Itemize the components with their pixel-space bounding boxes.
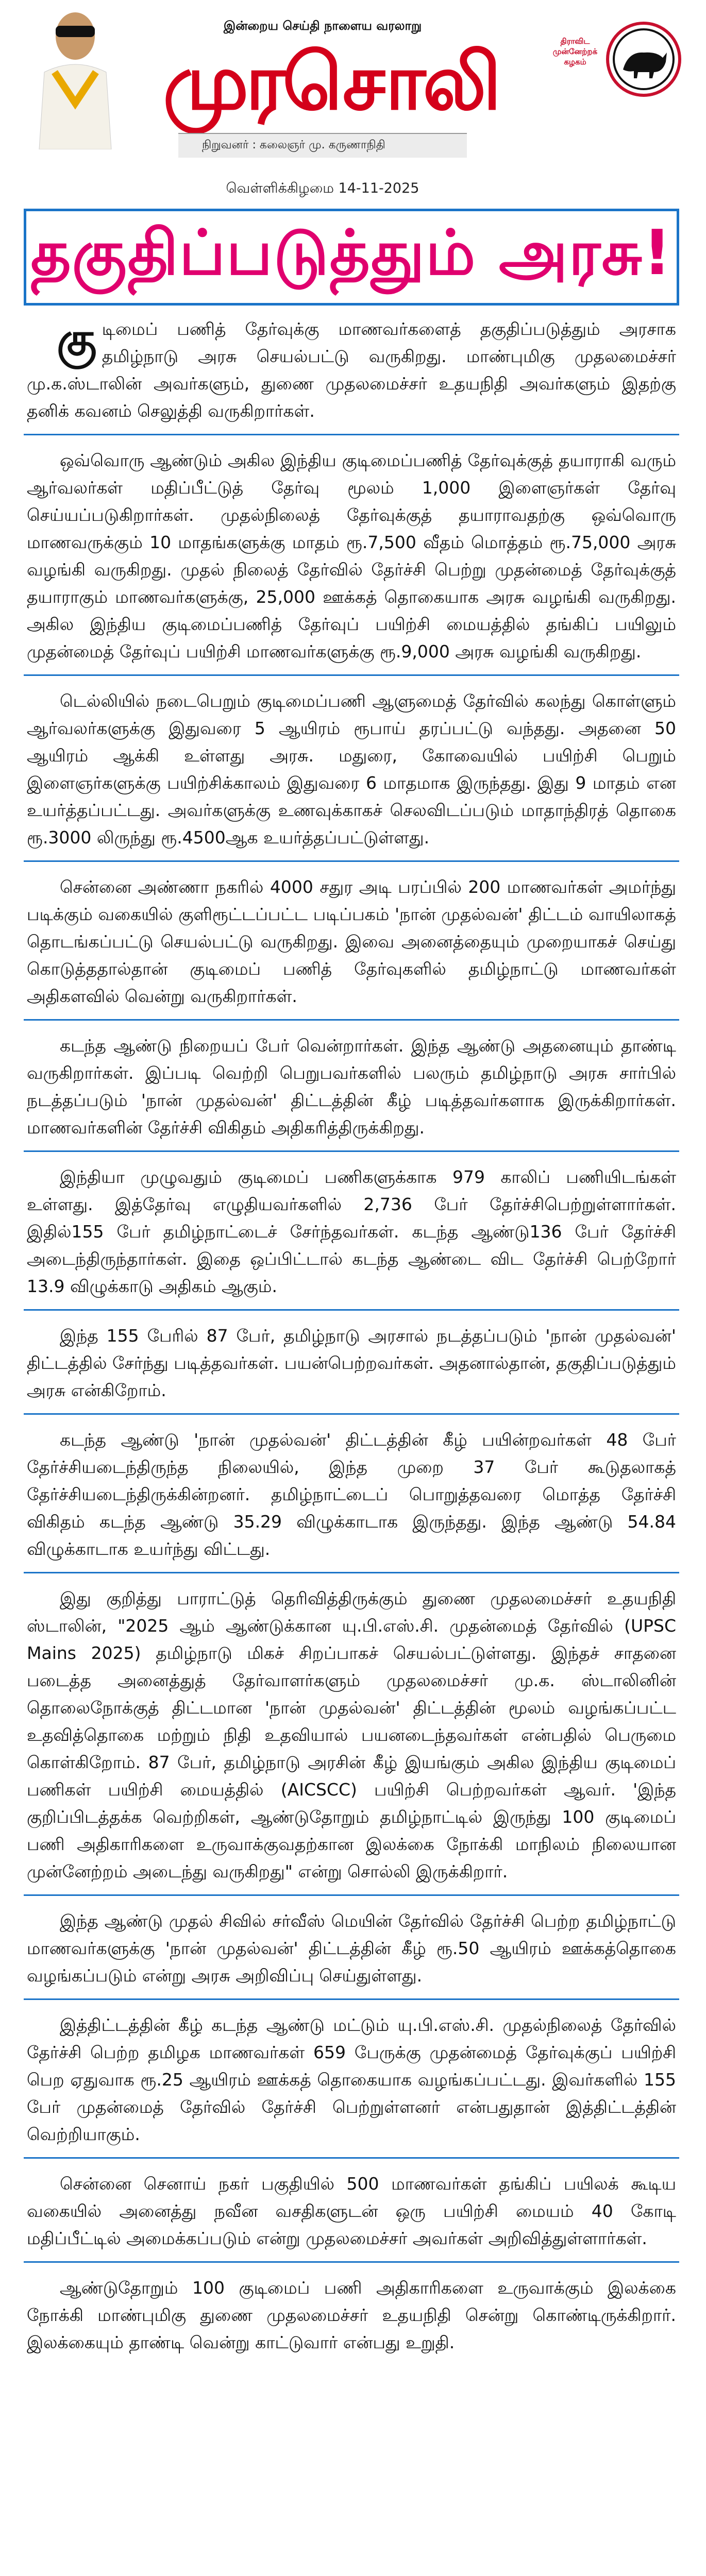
divider: [24, 1309, 679, 1311]
paragraph-9: இது குறித்து பாராட்டுத் தெரிவித்திருக்கும் துணை முதலமைச்சர் உதயநிதி ஸ்டாலின், "2025 ஆம் ஆண்டுக்கான யு.பி.எஸ்.சி. முதன்மைத் தேர்வில் (UPSC Mains 2025) தமிழ்நாடு மிகச் சிறப்பாகச் செயல்பட்டுள்ளது. இந்தச் சாதனை படைத்த அனைத்துத் தேர்வாளர்களும் முதலமைச்சர் மு.க. ஸ்டாலினின் தொலைநோக்குத் திட்டமான 'நான் முதல்வன்' திட்டத்தின் மூலம் வழங்கப்பட்ட உதவித்தொகை மற்றும் நிதி உதவியால் பயனடைந்தவர்கள் என்பதில் பெருமை கொள்கிறோம். 87 பேர், தமிழ்நாடு அரசின் கீழ் இயங்கும் அகில இந்திய குடிமைப் பணிகள் பயிற்சி மையத்தில் (AICSCC) பயிற்சி பெற்றவர்கள் ஆவர். 'இந்த குறிப்பிடத்தக்க வெற்றிகள், ஆண்டுதோறும் தமிழ்நாட்டில் இருந்து 100 குடிமைப் பணி அதிகாரிகளை உருவாக்குவதற்கான இலக்கை நோக்கி மாநிலம் நிலையான முன்னேற்றம் அடைந்து வருகிறது" என்று சொல்லி இருக்கிறார்.: [27, 1588, 676, 1882]
paragraph-2: ஒவ்வொரு ஆண்டும் அகில இந்திய குடிமைப்பணித் தேர்வுக்குத் தயாராகி வரும் ஆர்வலர்கள் மதிப்பீட்டுத் தேர்வு மூலம் 1,000 இளைஞர்கள் தேர்வு செய்யப்படுகிறார்கள். முதல்நிலைத் தேர்வுக்குத் தயாராவதற்கு ஒவ்வொரு மாணவருக்கும் 10 மாதங்களுக்கு மாதம் ரூ.7,500 வீதம் மொத்தம் ரூ.75,000 அரசு வழங்கி வருகிறது. முதல் நிலைத் தேர்வில் தேர்ச்சி பெற்று முதன்மைத் தேர்வுக்குத் தயாராகும் மாணவர்களுக்கு, 25,000 ஊக்கத் தொகையாக அரசு வழங்கி வருகிறது. அகில இந்திய குடிமைப்பணித் தேர்வுப் பயிற்சி மையத்தில் தங்கிப் பயிலும் முதன்மைத் தேர்வுப் பயிற்சி மாணவர்களுக்கு ரூ.9,000 அரசு வழங்கி வருகிறது.: [27, 450, 676, 662]
party-name: திராவிட முன்னேற்றக் கழகம்: [552, 37, 598, 66]
paragraph-4: சென்னை அண்ணா நகரில் 4000 சதுர அடி பரப்பில் 200 மாணவர்கள் அமர்ந்து படிக்கும் வகையில் குளிரூட்டப்பட்ட படிப்பகம் 'நான் முதல்வன்' திட்டம் வாயிலாகத் தொடங்கப்பட்டு செயல்பட்டு வருகிறது. இவை அனைத்தையும் முறையாகச் செய்து கொடுத்ததால்தான் குடிமைப் பணித் தேர்வுகளில் தமிழ்நாட்டு மாணவர்கள் அதிகளவில் வென்று வருகிறார்கள்.: [27, 877, 676, 1006]
headline-box: [24, 209, 679, 306]
paragraph-3: டெல்லியில் நடைபெறும் குடிமைப்பணி ஆளுமைத் தேர்வில் கலந்து கொள்ளும் ஆர்வலர்களுக்கு இதுவரை 5 ஆயிரம் ரூபாய் தரப்பட்டு வந்தது. அதனை 50 ஆயிரம் ஆக்கி உள்ளது அரசு. மதுரை, கோவையில் பயிற்சி பெறும் இளைஞர்களுக்கு பயிற்சிக்காலம் இதுவரை 6 மாதமாக இருந்தது. இது 9 மாதம் என உயர்த்தப்பட்டது. அவர்களுக்கு உணவுக்காகச் செலவிடப்படும் மாதாந்திரத் தொகை ரூ.3000 லிருந்து ரூ.4500ஆக உயர்த்தப்பட்டுள்ளது.: [27, 691, 676, 848]
paragraph-11: இத்திட்டத்தின் கீழ் கடந்த ஆண்டு மட்டும் யு.பி.எஸ்.சி. முதல்நிலைத் தேர்வில் தேர்ச்சி பெற்ற தமிழக மாணவர்கள் 659 பேருக்கு முதன்மைத் தேர்வுக்குப் பயிற்சி பெற ஏதுவாக ரூ.25 ஆயிரம் ஊக்கத் தொகையாக வழங்கப்பட்டது. இவர்களில் 155 பேர் முதன்மைத் தேர்வில் தேர்ச்சி பெற்றுள்ளனர் என்பதுதான் இத்திட்டத்தின் வெற்றியாகும்.: [27, 2015, 676, 2144]
divider: [24, 434, 679, 435]
founder-portrait: [24, 0, 127, 149]
divider: [24, 1572, 679, 1573]
paragraph-1: [24, 312, 679, 425]
newspaper-logo: முரசொலி: [163, 38, 498, 127]
divider: [24, 1894, 679, 1896]
paragraph-10: இந்த ஆண்டு முதல் சிவில் சர்வீஸ் மெயின் தேர்வில் தேர்ச்சி பெற்ற தமிழ்நாட்டு மாணவர்களுக்கு 'நான் முதல்வன்' திட்டத்தின் கீழ் ரூ.50 ஆயிரம் ஊக்கத்தொகை வழங்கப்படும் என்று அரசு அறிவிப்பு செய்துள்ளது.: [27, 1911, 676, 1986]
paragraph-8: கடந்த ஆண்டு 'நான் முதல்வன்' திட்டத்தின் கீழ் பயின்றவர்கள் 48 பேர் தேர்ச்சியடைந்திருந்த நிலையில், இந்த முறை 37 பேர் கூடுதலாகத் தேர்ச்சியடைந்திருக்கின்றனர். தமிழ்நாட்டைப் பொறுத்தவரை மொத்த தேர்ச்சி விகிதம் கடந்த ஆண்டு 35.29 விழுக்காடாக இருந்தது. இந்த ஆண்டு 54.84 விழுக்காடாக உயர்ந்து விட்டது.: [27, 1430, 676, 1559]
masthead-tagline: இன்றைய செய்தி நாளைய வரலாறு: [223, 19, 422, 33]
divider: [24, 1998, 679, 2000]
party-emblem-icon: [605, 21, 682, 98]
divider: [24, 860, 679, 862]
paragraph-6: இந்தியா முழுவதும் குடிமைப் பணிகளுக்காக 979 காலிப் பணியிடங்கள் உள்ளது. இத்தேர்வு எழுதியவர்களில் 2,736 பேர் தேர்ச்சிபெற்றுள்ளார்கள். இதில்155 பேர் தமிழ்நாட்டைச் சேர்ந்தவர்கள். கடந்த ஆண்டு136 பேர் தேர்ச்சி அடைந்திருந்தார்கள். இதை ஒப்பிட்டால் கடந்த ஆண்டை விட தேர்ச்சி பெற்றோர் 13.9 விழுக்காடு அதிகம் ஆகும்.: [27, 1167, 676, 1296]
divider: [24, 674, 679, 676]
dropcap: கு: [57, 312, 97, 365]
divider: [24, 1413, 679, 1415]
paragraph-12: சென்னை செனாய் நகர் பகுதியில் 500 மாணவர்கள் தங்கிப் பயிலக் கூடிய வகையில் அனைத்து நவீன வசதிகளுடன் ஒரு பயிற்சி மையம் 40 கோடி மதிப்பீட்டில் அமைக்கப்படும் என்று முதலமைச்சர் அவர்கள் அறிவித்துள்ளார்கள்.: [27, 2174, 676, 2248]
founder-text: நிறுவனர் : கலைஞர் மு. கருணாநிதி: [202, 139, 385, 151]
divider: [24, 2157, 679, 2159]
divider: [24, 1150, 679, 1152]
divider: [24, 2261, 679, 2263]
divider: [24, 1019, 679, 1021]
headline: தகுதிப்படுத்தும் அரசு!: [30, 217, 673, 289]
paragraph-5: கடந்த ஆண்டு நிறையப் பேர் வென்றார்கள். இந்த ஆண்டு அதனையும் தாண்டி வருகிறார்கள். இப்படி வெற்றி பெறுபவர்களில் பலரும் தமிழ்நாடு அரசு சார்பில் நடத்தப்படும் 'நான் முதல்வன்' திட்டத்தின் கீழ் படித்தவர்களாக இருக்கிறார்கள். மாணவர்களின் தேர்ச்சி விகிதம் அதிகரித்திருக்கிறது.: [27, 1036, 676, 1138]
paragraph-13: ஆண்டுதோறும் 100 குடிமைப் பணி அதிகாரிகளை உருவாக்கும் இலக்கை நோக்கி மாண்புமிகு துணை முதலமைச்சர் உதயநிதி சென்று கொண்டிருக்கிறார். இலக்கையும் தாண்டி வென்று காட்டுவார் என்பது உறுதி.: [27, 2278, 676, 2352]
founder-bar: [178, 133, 467, 158]
paragraph-7: இந்த 155 பேரில் 87 பேர், தமிழ்நாடு அரசால் நடத்தப்படும் 'நான் முதல்வன்' திட்டத்தில் சேர்ந்து படித்தவர்கள். பயன்பெற்றவர்கள். அதனால்தான், தகுதிப்படுத்தும் அரசு என்கிறோம்.: [27, 1326, 676, 1400]
publication-date: வெள்ளிக்கிழமை 14-11-2025: [226, 180, 419, 196]
article-body: [24, 312, 679, 2365]
paragraph-1-text: டிமைப் பணித் தேர்வுக்கு மாணவர்களைத் தகுதிப்படுத்தும் அரசாக தமிழ்நாடு அரசு செயல்பட்டு வருகிறது. மாண்புமிகு முதலமைச்சர் மு.க.ஸ்டாலின் அவர்களும், துணை முதலமைச்சர் உதயநிதி அவர்களும் இதற்கு தனிக் கவனம் செலுத்தி வருகிறார்கள்.: [27, 319, 676, 421]
masthead: [24, 0, 682, 204]
